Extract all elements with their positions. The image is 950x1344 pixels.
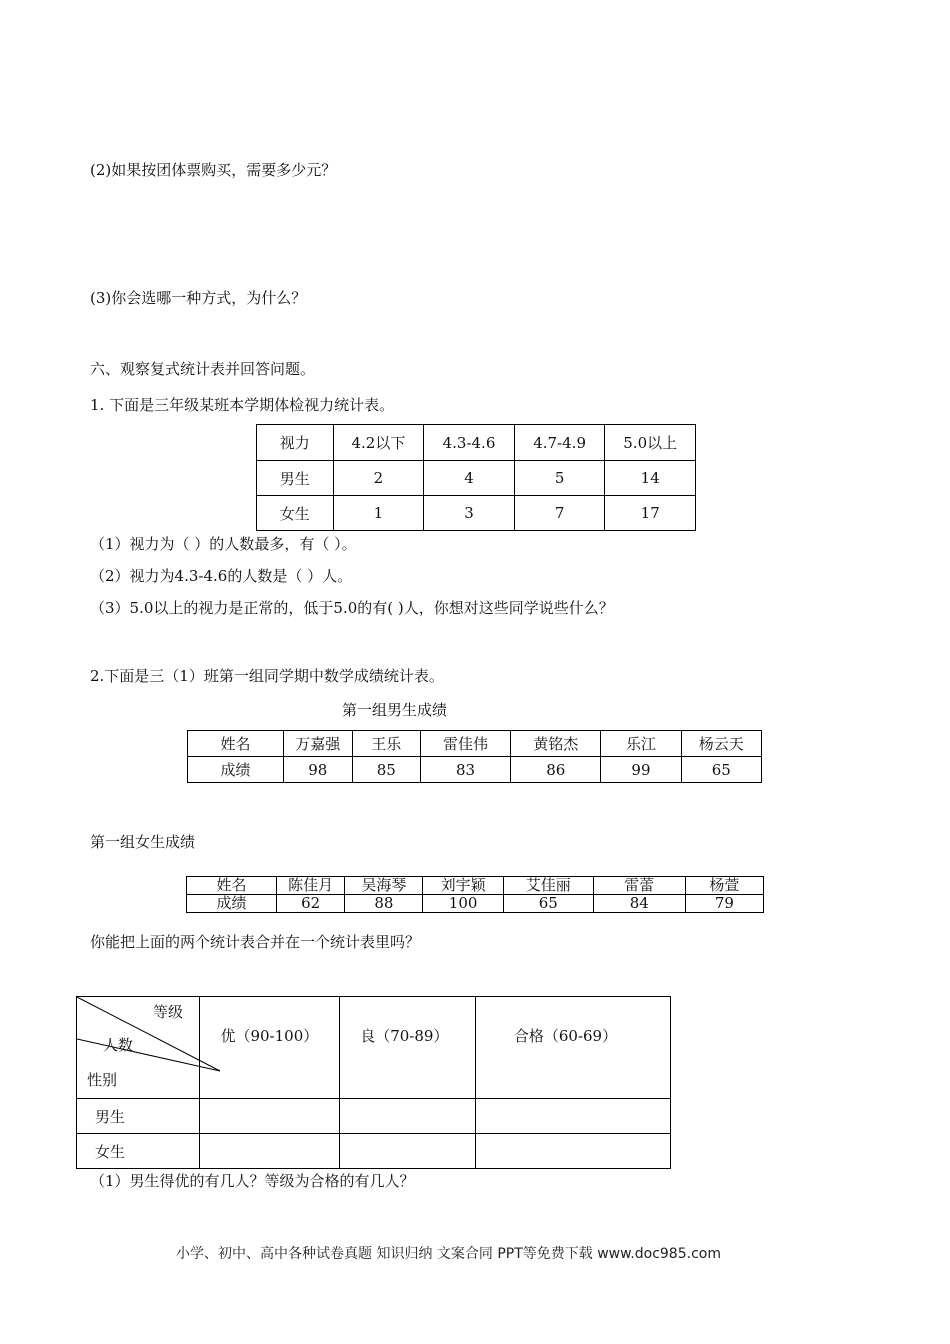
vision-header-cell: 4.7-4.9 [514, 425, 605, 461]
merge-question: 你能把上面的两个统计表合并在一个统计表里吗？ [90, 933, 421, 951]
blank-cell [200, 1134, 340, 1169]
diag-label-count: 人数 [103, 1036, 134, 1054]
girls-table-title: 第一组女生成绩 [90, 833, 196, 851]
boys-score-table [187, 730, 762, 783]
girls-cell: 刘宇颖 [423, 877, 503, 895]
diagonal-header-cell [77, 997, 200, 1099]
girls-cell: 65 [503, 895, 593, 913]
row-girls-label: 女生 [77, 1134, 200, 1169]
girls-cell: 84 [593, 895, 685, 913]
vision-cell: 17 [605, 496, 696, 531]
section-6-title: 六、观察复式统计表并回答问题。 [90, 360, 316, 378]
col-excellent-header: 优（90-100） [200, 997, 340, 1099]
problem-1-q2: （2）视力为4.3-4.6的人数是（ ）人。 [90, 567, 353, 585]
row-boys-label: 男生 [77, 1099, 200, 1134]
vision-header-cell: 4.3-4.6 [424, 425, 515, 461]
diag-label-gender: 性别 [87, 1071, 118, 1089]
boys-cell: 65 [681, 757, 761, 783]
table-row [77, 1099, 671, 1134]
vision-cell: 7 [514, 496, 605, 531]
boys-cell: 99 [601, 757, 681, 783]
blank-cell [340, 1134, 476, 1169]
vision-cell: 女生 [257, 496, 334, 531]
girls-cell: 成绩 [187, 895, 277, 913]
blank-cell [475, 1134, 670, 1169]
boys-cell: 85 [352, 757, 420, 783]
girls-cell: 姓名 [187, 877, 277, 895]
vision-header-cell: 视力 [257, 425, 334, 461]
col-good-header: 良（70-89） [340, 997, 476, 1099]
boys-cell: 王乐 [352, 731, 420, 757]
table-row [77, 997, 671, 1099]
vision-cell: 3 [424, 496, 515, 531]
girls-cell: 雷蕾 [593, 877, 685, 895]
problem-1-q3: （3）5.0以上的视力是正常的，低于5.0的有( )人，你想对这些同学说些什么？ [90, 599, 614, 617]
boys-cell: 83 [420, 757, 510, 783]
merge-table [76, 996, 671, 1169]
girls-score-table [186, 876, 764, 913]
table-row [188, 731, 762, 757]
girls-cell: 79 [685, 895, 763, 913]
boys-cell: 成绩 [188, 757, 284, 783]
table-row [187, 877, 764, 895]
page-footer: 小学、初中、高中各种试卷真题 知识归纳 文案合同 PPT等免费下载 www.doc985.com [176, 1246, 721, 1262]
problem-2-q1: （1）男生得优的有几人？等级为合格的有几人？ [90, 1172, 415, 1190]
col-pass-header: 合格（60-69） [475, 997, 670, 1099]
boys-cell: 黄铭杰 [511, 731, 601, 757]
question-3: (3)你会选哪一种方式，为什么？ [90, 289, 307, 307]
girls-cell: 陈佳月 [276, 877, 344, 895]
vision-cell: 5 [514, 461, 605, 496]
girls-cell: 100 [423, 895, 503, 913]
vision-cell: 2 [333, 461, 424, 496]
table-row [257, 461, 696, 496]
problem-2-intro: 2.下面是三（1）班第一组同学期中数学成绩统计表。 [90, 667, 444, 685]
problem-1-intro: 1. 下面是三年级某班本学期体检视力统计表。 [90, 396, 395, 414]
boys-cell: 万嘉强 [284, 731, 352, 757]
problem-1-q1: （1）视力为（ ）的人数最多，有（ ）。 [90, 535, 357, 553]
girls-cell: 88 [345, 895, 423, 913]
vision-cell: 14 [605, 461, 696, 496]
diagonal-line-lower [77, 1039, 220, 1071]
vision-cell: 4 [424, 461, 515, 496]
vision-table [256, 424, 696, 531]
boys-cell: 乐江 [601, 731, 681, 757]
girls-cell: 62 [276, 895, 344, 913]
diagonal-line-upper [77, 997, 220, 1071]
girls-cell: 吴海琴 [345, 877, 423, 895]
blank-cell [340, 1099, 476, 1134]
boys-table-title: 第一组男生成绩 [342, 701, 448, 719]
blank-cell [200, 1099, 340, 1134]
blank-cell [475, 1099, 670, 1134]
table-row [187, 895, 764, 913]
table-row [257, 496, 696, 531]
vision-header-cell: 5.0以上 [605, 425, 696, 461]
table-row [257, 425, 696, 461]
question-2: (2)如果按团体票购买，需要多少元？ [90, 161, 337, 179]
boys-cell: 86 [511, 757, 601, 783]
vision-cell: 1 [333, 496, 424, 531]
table-row [77, 1134, 671, 1169]
girls-cell: 艾佳丽 [503, 877, 593, 895]
girls-cell: 杨萱 [685, 877, 763, 895]
boys-cell: 雷佳伟 [420, 731, 510, 757]
boys-cell: 姓名 [188, 731, 284, 757]
boys-cell: 杨云天 [681, 731, 761, 757]
vision-header-cell: 4.2以下 [333, 425, 424, 461]
boys-cell: 98 [284, 757, 352, 783]
vision-cell: 男生 [257, 461, 334, 496]
table-row [188, 757, 762, 783]
diag-label-grade: 等级 [153, 1003, 184, 1021]
